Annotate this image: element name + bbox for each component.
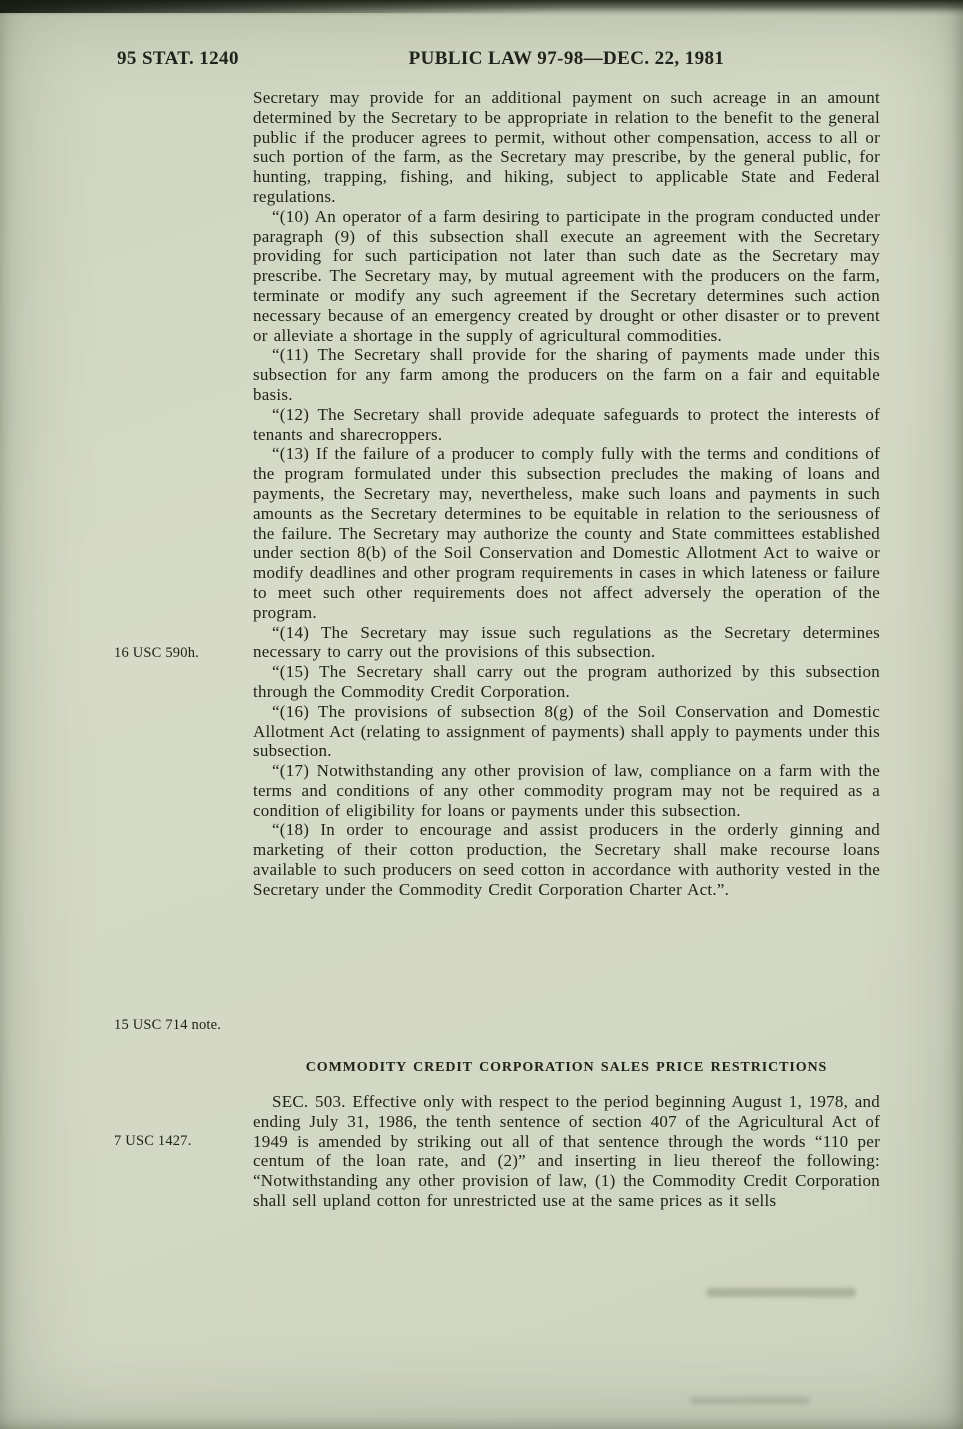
print-artifact-smudge: [706, 1288, 856, 1297]
paragraph: “(12) The Secretary shall provide adequate safeguards to protect the interests of tenants and sharecroppers.: [253, 404, 880, 444]
paragraph: Secretary may provide for an additional payment on such acreage in an amount determined by the Secretary to be appropriate in relation to the benefit to the general public if the producer agrees to permit, without other compensation, access to all or such portion of the farm, as the Secretary may prescribe, by the general public, for hunting, trapping, fishing, and hiking, subject to applicable State and Federal regulations.: [253, 88, 880, 206]
section-heading: COMMODITY CREDIT CORPORATION SALES PRICE RESTRICTIONS: [305, 1060, 828, 1075]
margin-note-usc-590h: 16 USC 590h.: [114, 645, 199, 661]
page-number: 95 STAT. 1240: [117, 48, 239, 69]
margin-note-usc-1427: 7 USC 1427.: [114, 1133, 192, 1149]
paragraph: “(11) The Secretary shall provide for the sharing of payments made under this subsection for any farm among the producers on the farm on a fair and equitable basis.: [253, 345, 880, 404]
law-title: PUBLIC LAW 97-98—DEC. 22, 1981: [408, 48, 725, 69]
statute-body-text: [253, 88, 880, 900]
paragraph: “(17) Notwithstanding any other provision of law, compliance on a farm with the terms and conditions of any other commodity program may not be required as a condition of eligibility for loans or payments under this subsection.: [253, 761, 880, 820]
paragraph: “(16) The provisions of subsection 8(g) of the Soil Conservation and Domestic Allotment Act (relating to assignment of payments) shall apply to payments under this subsection.: [253, 701, 880, 761]
paragraph: “(10) An operator of a farm desiring to participate in the program conducted under paragraph (9) of this subsection shall execute an agreement with the Secretary providing for such participation not later than such date as the Secretary may prescribe. The Secretary may, by mutual agreement with the producers on the farm, terminate or modify any such agreement if the Secretary determines such action necessary because of an emergency created by drought or other disaster or to prevent or alleviate a shortage in the supply of agricultural commodities.: [253, 206, 880, 345]
paragraph: “(15) The Secretary shall carry out the program authorized by this subsection through the Commodity Credit Corporation.: [253, 662, 880, 701]
print-artifact-smudge-bottom: [690, 1397, 810, 1404]
paragraph: “(14) The Secretary may issue such regulations as the Secretary determines necessary to carry out the provisions of this subsection.: [253, 622, 880, 662]
paragraph: “(13) If the failure of a producer to comply fully with the terms and conditions of the program formulated under this subsection precludes the making of loans and payments, the Secretary may, nevertheless, make such loans and payments in such amounts as the Secretary determines to be equitable in relation to the seriousness of the failure. The Secretary may authorize the county and State committees established under section 8(b) of the Soil Conservation and Domestic Allotment Act to waive or modify deadlines and other program requirements in cases in which lateness or failure to meet such other requirements does not affect adversely the operation of the program.: [253, 444, 880, 622]
scan-top-edge-shadow: [0, 0, 559, 13]
paragraph: “(18) In order to encourage and assist producers in the orderly ginning and marketing of their cotton production, the Secretary shall make recourse loans available to such producers on seed cotton in accordance with authority vested in the Secretary under the Commodity Credit Corporation Charter Act.”.: [253, 820, 880, 899]
paragraph: SEC. 503. Effective only with respect to the period beginning August 1, 1978, and ending July 31, 1986, the tenth sentence of section 407 of the Agricultural Act of 1949 is amended by striking out all of that sentence through the words “110 per centum of the loan rate, and (2)” and inserting in lieu thereof the following: “Notwithstanding any other provision of law, (1) the Commodity Credit Corporation shall sell upland cotton for unrestricted use at the same prices as it sells: [253, 1092, 880, 1210]
margin-note-usc-714: 15 USC 714 note.: [114, 1017, 222, 1033]
section-503-text: [253, 1092, 880, 1211]
